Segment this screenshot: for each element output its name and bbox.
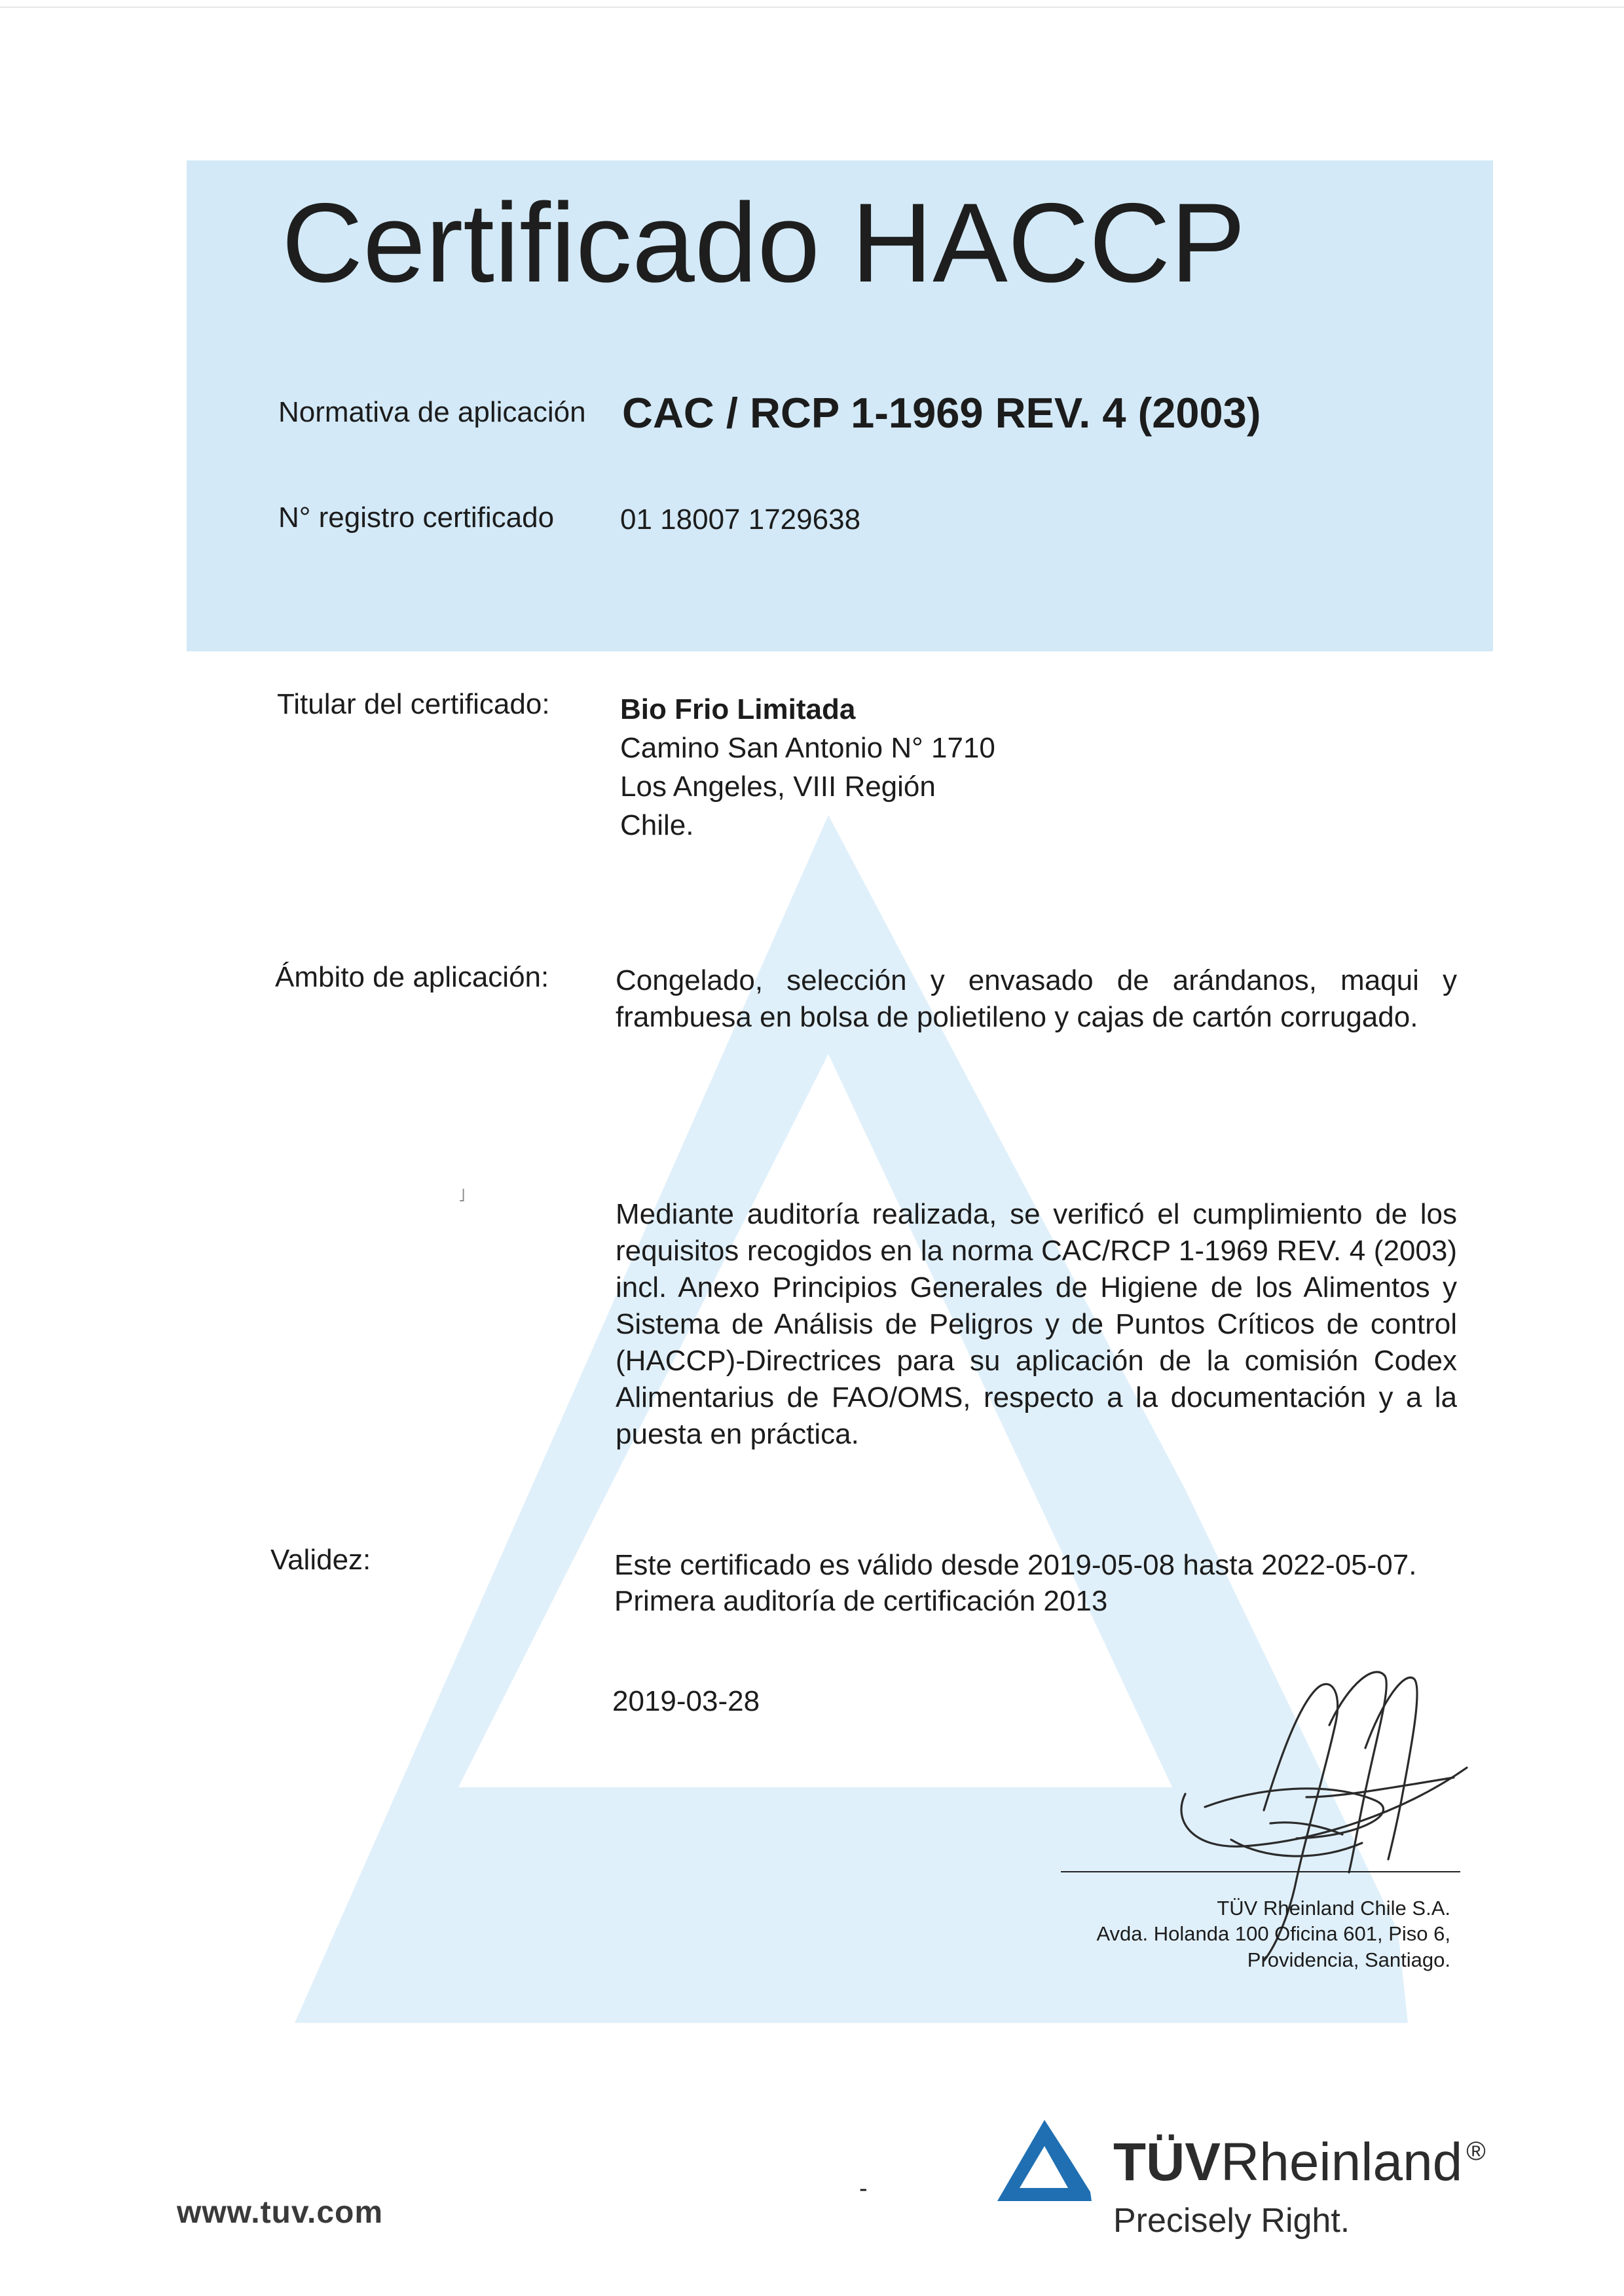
signature-line	[1061, 1871, 1460, 1872]
brand-tagline: Precisely Right.	[1113, 2202, 1350, 2240]
standard-label: Normativa de aplicación	[278, 396, 586, 428]
validity-label: Validez:	[270, 1544, 371, 1576]
issuer-line2: Avda. Holanda 100 Oficina 601, Piso 6,	[1096, 1922, 1450, 1946]
holder-name: Bio Frio Limitada	[620, 693, 856, 725]
scope-label: Ámbito de aplicación:	[275, 961, 549, 993]
certificate-title: Certificado HACCP	[282, 180, 1246, 306]
issuer-line3: Providencia, Santiago.	[1247, 1948, 1450, 1971]
website-url: www.tuv.com	[177, 2195, 384, 2230]
audit-text: Mediante auditoría realizada, se verificó el cumplimiento de los requisitos recogidos en la norma CAC/RCP 1-1969 REV. 4 (2003) incl. Anexo Principios Generales de Higiene de los Alimentos y Sistema de Análisis de Peligros y de Puntos Críticos de control (HACCP)-Directrices para su aplicación de la comisión Codex Alimentarius de FAO/OMS, respecto a la documentación y a la puesta en práctica.	[616, 1198, 1457, 1450]
brand-regular: Rheinland	[1221, 2132, 1463, 2192]
registered-mark: ®	[1466, 2137, 1486, 2166]
holder-block	[620, 691, 995, 845]
brand-bold: TÜV	[1113, 2132, 1221, 2192]
holder-address-line1: Camino San Antonio N° 1710	[620, 731, 995, 764]
holder-address-line3: Chile.	[620, 809, 694, 841]
validity-line1: Este certificado es válido desde 2019-05-08 hasta 2022-05-07.	[614, 1549, 1417, 1581]
standard-value: CAC / RCP 1-1969 REV. 4 (2003)	[622, 389, 1261, 437]
tuv-triangle-logo-icon	[992, 2115, 1097, 2206]
issuer-line1: TÜV Rheinland Chile S.A.	[1217, 1897, 1450, 1920]
registry-label: N° registro certificado	[278, 501, 555, 534]
registry-value: 01 18007 1729638	[620, 503, 861, 536]
holder-address-line2: Los Angeles, VIII Región	[620, 770, 936, 803]
issue-date: 2019-03-28	[612, 1685, 760, 1717]
holder-label: Titular del certificado:	[277, 688, 550, 720]
validity-line2: Primera auditoría de certificación 2013	[614, 1585, 1108, 1617]
brand-wordmark	[1113, 2132, 1486, 2192]
scope-text: Congelado, selección y envasado de arándanos, maqui y frambuesa en bolsa de polietileno y cajas de cartón corrugado.	[616, 964, 1457, 1033]
page-dash: -	[859, 2175, 868, 2202]
issuer-block	[1096, 1895, 1450, 1973]
stray-mark: ˩	[458, 1185, 466, 1205]
